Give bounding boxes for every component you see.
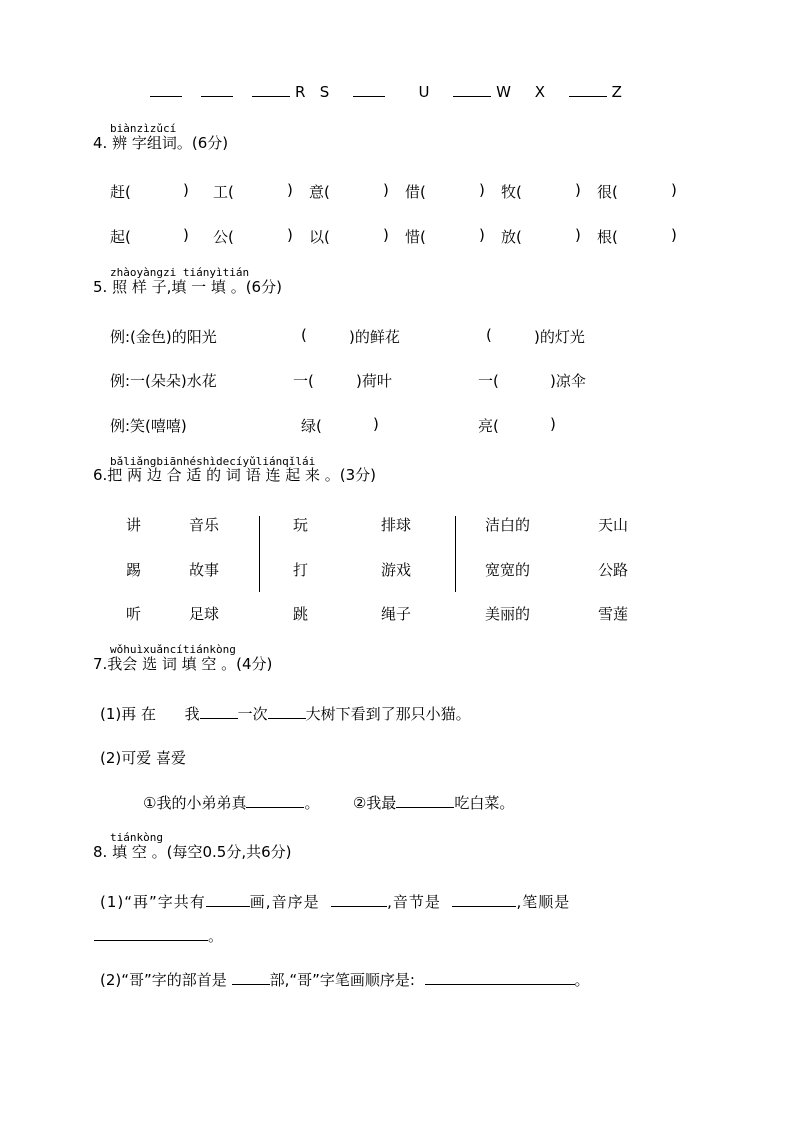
q6-title: 6.把 两 边 合 适 的 词 语 连 起 来 。(3分) — [93, 466, 377, 484]
letter-s: S — [319, 83, 330, 101]
q7-sentence-2: ①我的小弟弟真 。 ②我最 吃白菜。 — [143, 794, 515, 812]
q8-sentence-1: (1)“再”字共有 画,音序是 ,音节是 ,笔顺是 — [100, 893, 571, 911]
divider-line — [455, 516, 456, 592]
blank — [246, 793, 304, 808]
q5-title: 5. 照 样 子,填 一 填 。(6分) — [93, 278, 282, 296]
q4-pinyin: biànzìzǔcí — [110, 122, 177, 135]
q8-pinyin: tiánkòng — [110, 831, 163, 844]
q5-example-2: 例:一(朵朵)水花 — [110, 372, 217, 390]
letter-w: W — [496, 83, 511, 101]
q7-sentence-2-label: (2)可爱 喜爱 — [100, 749, 187, 767]
blank — [232, 970, 270, 985]
letter-x: X — [534, 83, 546, 101]
blank — [206, 892, 250, 907]
q5-example-1: 例:(金色)的阳光 — [110, 328, 217, 346]
blank — [569, 82, 607, 97]
blank — [94, 926, 208, 941]
q5-example-3: 例:笑(嘻嘻) — [110, 417, 187, 435]
blank — [200, 704, 238, 719]
letter-u: U — [418, 83, 430, 101]
blank — [268, 704, 306, 719]
q7-sentence-1: (1)再 在 我 一次 大树下看到了那只小猫。 — [100, 705, 471, 723]
alphabet-line — [150, 82, 622, 101]
blank — [353, 82, 385, 97]
q5-pinyin: zhàoyàngzi tiányìtián — [110, 266, 250, 279]
letter-r: R — [294, 83, 306, 101]
blank — [252, 82, 290, 97]
blank — [425, 970, 575, 985]
q4-title: 4. 辨 字组词。(6分) — [93, 134, 229, 152]
blank — [452, 892, 516, 907]
blank — [453, 82, 491, 97]
letter-z: Z — [611, 83, 622, 101]
divider-line — [259, 516, 260, 592]
blank — [201, 82, 233, 97]
q7-pinyin: wǒhuìxuǎncítiánkòng — [110, 643, 236, 656]
q8-sentence-2: (2)“哥”字的部首是 部,“哥”字笔画顺序是: 。 — [100, 971, 590, 989]
q8-sentence-1-cont: 。 — [94, 925, 223, 946]
q8-title: 8. 填 空 。(每空0.5分,共6分) — [93, 843, 292, 861]
blank — [396, 793, 454, 808]
q7-title: 7.我会 选 词 填 空 。(4分) — [93, 655, 273, 673]
blank — [150, 82, 182, 97]
blank — [331, 892, 387, 907]
q6-pinyin: bǎliǎngbiānhéshìdecíyǔliánqǐlái — [110, 455, 316, 468]
